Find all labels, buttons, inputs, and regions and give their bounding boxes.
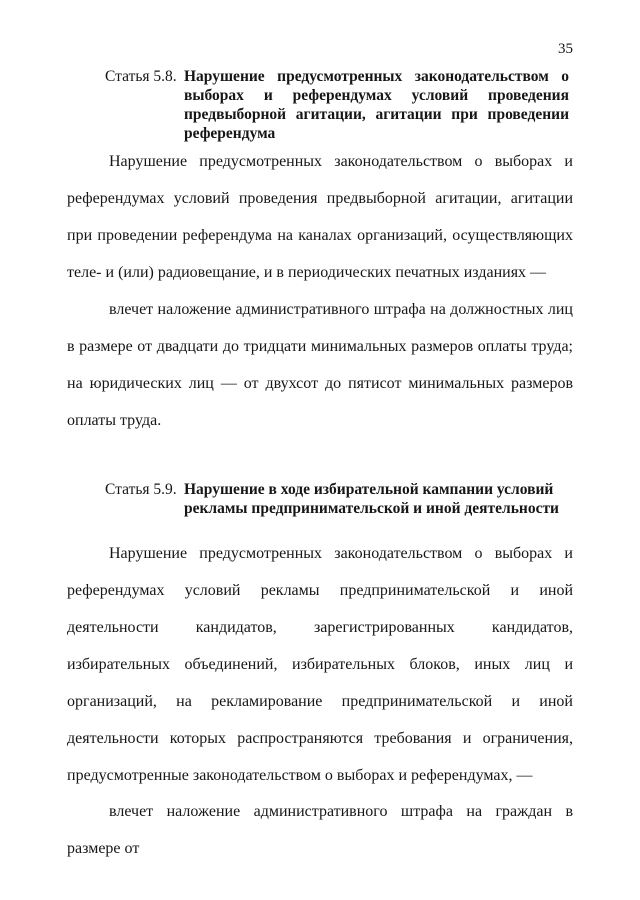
page-number: 35	[558, 41, 573, 57]
article-5-9-paragraph-1: Нарушение предусмотренных законодательством о выборах и референдумах условий рекламы предпринимательской и иной деятельности кандидатов, зарегистрированных кандидатов, избирательных объединений, избирательных блоков, иных лиц и организаций, на рекламирование предпринимательской и иной деятельности которых распространяются требования и ограничения, предусмотренные законодательством о выборах и референдумах, —	[67, 545, 573, 784]
article-5-9-paragraph-2: влечет наложение административного штрафа на граждан в размере от	[67, 803, 573, 857]
article-5-8-paragraph-2: влечет наложение административного штрафа на должностных лиц в размере от двадцати до тридцати минимальных размеров оплаты труда; на юридических лиц — от двухсот до пятисот минимальных размеров оплаты труда.	[67, 301, 573, 429]
article-5-9-title-line-2: рекламы предпринимательской и иной деятельности	[184, 500, 559, 517]
article-5-8-heading	[105, 67, 569, 143]
article-5-9-heading	[105, 480, 569, 518]
article-5-8-label: Статья 5.8.	[105, 68, 177, 85]
article-5-9-title	[184, 480, 569, 518]
article-5-9-label: Статья 5.9.	[105, 481, 177, 498]
article-5-9-title-line-1: Нарушение в ходе избирательной кампании условий	[184, 481, 554, 498]
article-5-8-paragraph-1: Нарушение предусмотренных законодательством о выборах и референдумах условий проведения предвыборной агитации, агитации при проведении референдума на каналах организаций, осуществляющих теле- и (или) радиовещание, и в периодических печатных изданиях —	[67, 153, 573, 281]
article-5-8-title: Нарушение предусмотренных законодательством о выборах и референдумах условий проведения предвыборной агитации, агитации при проведении референдума	[184, 68, 569, 142]
